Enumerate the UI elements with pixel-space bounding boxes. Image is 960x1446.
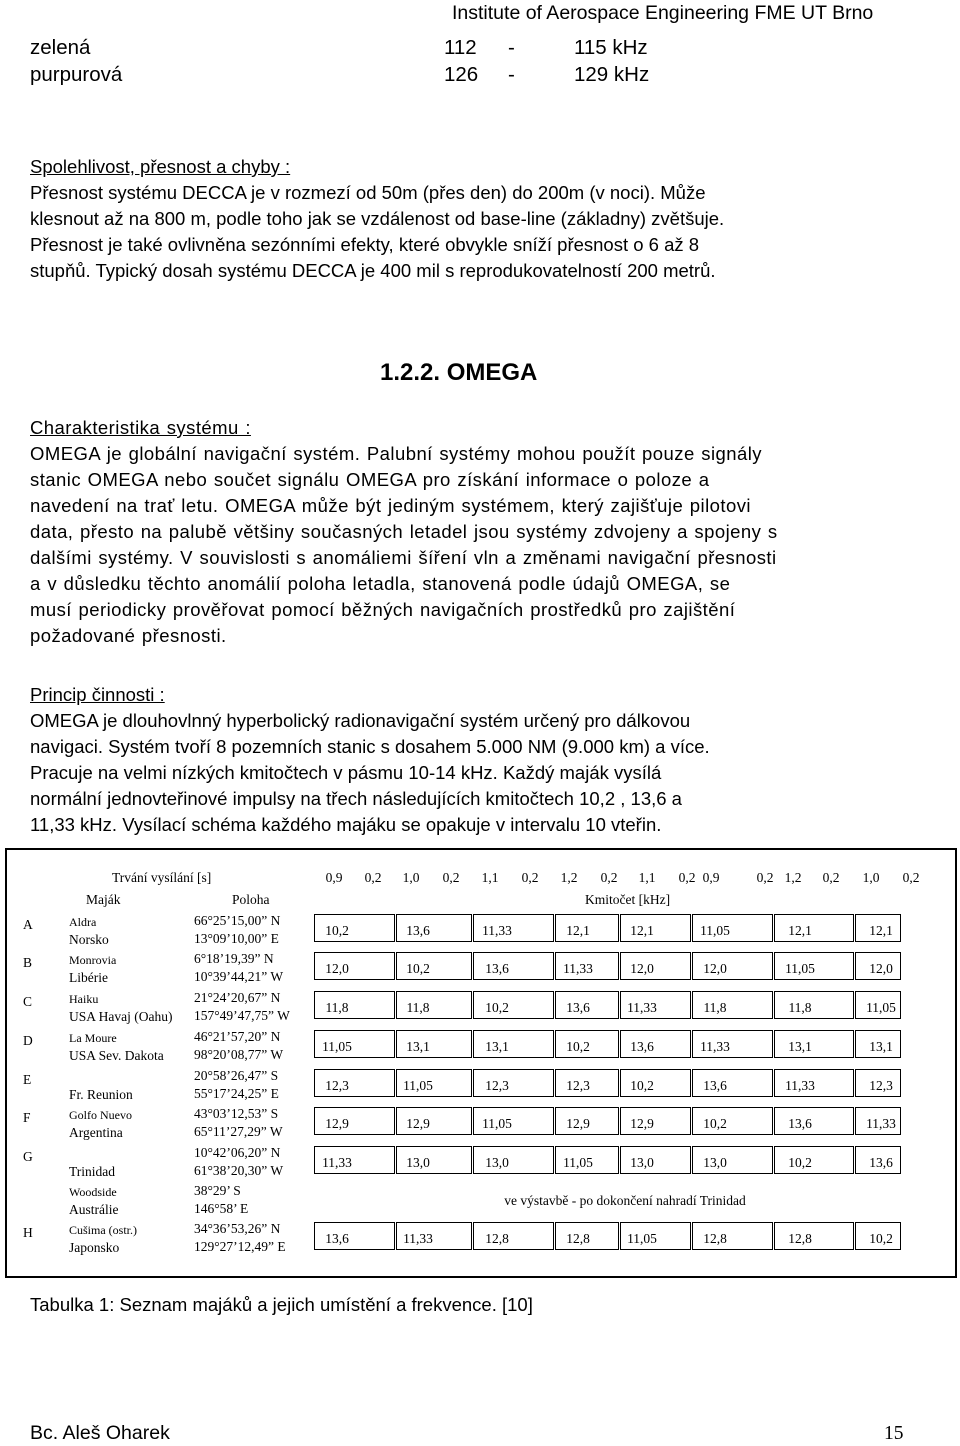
frequency-cell — [774, 991, 854, 1019]
frequency-value: 13,0 — [406, 1155, 430, 1170]
frequency-value: 12,0 — [869, 961, 893, 976]
paragraph-line: data, přesto na palubě většiny současných letadel jsou systémy zdvojeny a spojeny s — [30, 521, 778, 542]
position-lat: 21°24’20,67” N — [194, 990, 281, 1005]
frequency-value: 12,0 — [325, 961, 349, 976]
frequency-value: 13,1 — [788, 1039, 812, 1054]
frequency-value: 11,05 — [322, 1039, 352, 1054]
frequency-value: 13,6 — [630, 1039, 654, 1054]
beacon-country: Trinidad — [69, 1164, 116, 1179]
beacon-id: C — [23, 994, 33, 1009]
frequency-to: 129 kHz — [574, 63, 650, 86]
frequency-value: 12,3 — [566, 1078, 590, 1093]
frequency-value: 12,9 — [630, 1116, 654, 1131]
beacon-name: Monrovia — [69, 953, 117, 967]
frequency-value: 11,05 — [563, 1155, 593, 1170]
paragraph-line: Přesnost systému DECCA je v rozmezí od 50m (přes den) do 200m (v noci). Může — [30, 182, 706, 203]
frequency-value: 13,6 — [703, 1078, 727, 1093]
frequency-value: 13,0 — [485, 1155, 509, 1170]
frequency-value: 11,8 — [406, 1000, 430, 1015]
reliability-heading: Spolehlivost, přesnost a chyby : — [30, 156, 291, 177]
beacon-id: H — [23, 1225, 33, 1240]
position-lon: 157°49’47,75” W — [194, 1008, 290, 1023]
paragraph-line: Přesnost je také ovlivněna sezónními efekty, které obvykle sníží přesnost o 6 až 8 — [30, 234, 700, 255]
beacon-id: A — [23, 917, 33, 932]
frequency-value: 13,6 — [869, 1155, 893, 1170]
beacon-country: Japonsko — [69, 1240, 120, 1255]
paragraph-line: dalšími systémy. V souvislosti s anomáliemi šíření vln a změnami navigační přesnosti — [30, 547, 777, 568]
frequency-value: 10,2 — [630, 1078, 654, 1093]
frequency-cell — [774, 1146, 854, 1174]
frequency-color: purpurová — [30, 63, 123, 86]
position-lon: 61°38’20,30” W — [194, 1163, 284, 1178]
position-lon: 55°17’24,25” E — [194, 1086, 279, 1101]
position-lat: 66°25’15,00” N — [194, 913, 281, 928]
characteristics-section — [30, 415, 942, 649]
table-caption: Tabulka 1: Seznam majáků a jejich umístění a frekvence. [10] — [30, 1294, 533, 1315]
paragraph-line: požadované přesnosti. — [30, 625, 227, 646]
footer-author: Bc. Aleš Oharek — [30, 1422, 170, 1444]
duration-value: 0,2 — [521, 870, 539, 885]
frequency-value: 13,6 — [406, 923, 430, 938]
frequency-value: 12,1 — [788, 923, 812, 938]
position-lat: 46°21’57,20” N — [194, 1029, 281, 1044]
frequency-cell — [774, 1222, 854, 1250]
frequency-dash: - — [508, 36, 515, 59]
position-lat: 38°29’ S — [194, 1183, 241, 1198]
beacon-name: Golfo Nuevo — [69, 1108, 132, 1122]
paragraph-line: normální jednovteřinové impulsy na třech následujících kmitočtech 10,2 , 13,6 a — [30, 788, 682, 809]
position-lon: 98°20’08,77” W — [194, 1047, 284, 1062]
frequency-value: 11,05 — [482, 1116, 512, 1131]
frequency-value: 12,8 — [703, 1231, 727, 1246]
frequency-value: 11,33 — [563, 961, 593, 976]
frequency-value: 10,2 — [485, 1000, 509, 1015]
frequency-value: 11,33 — [785, 1078, 815, 1093]
frequency-cell — [774, 914, 854, 942]
duration-value: 1,0 — [402, 870, 420, 885]
duration-value: 0,2 — [600, 870, 618, 885]
frequency-row — [30, 36, 649, 63]
frequency-value: 11,05 — [627, 1231, 657, 1246]
frequency-value: 11,33 — [482, 923, 512, 938]
frequency-value: 12,9 — [406, 1116, 430, 1131]
beacon-name: Woodside — [69, 1185, 117, 1199]
beacon-id: E — [23, 1072, 32, 1087]
duration-value: 1,2 — [560, 870, 578, 885]
frequency-dash: - — [508, 63, 515, 86]
frequency-header: Kmitočet [kHz] — [585, 892, 671, 907]
frequency-table — [30, 36, 649, 90]
duration-value: 0,2 — [822, 870, 840, 885]
position-lat: 20°58’26,47” S — [194, 1068, 279, 1083]
principle-section — [30, 682, 942, 838]
paragraph-line: stanic OMEGA nebo součet signálu OMEGA pro získání informace o poloze a — [30, 469, 710, 490]
frequency-value: 10,2 — [566, 1039, 590, 1054]
duration-value: 0,2 — [756, 870, 774, 885]
frequency-value: 11,05 — [700, 923, 730, 938]
frequency-value: 11,33 — [866, 1116, 896, 1131]
position-header: Poloha — [232, 892, 270, 907]
duration-value: 0,2 — [364, 870, 382, 885]
paragraph-line: navigaci. Systém tvoří 8 pozemních stanic s dosahem 5.000 NM (9.000 km) a více. — [30, 736, 710, 757]
beacon-id: G — [23, 1149, 33, 1164]
duration-value: 1,0 — [862, 870, 880, 885]
beacon-country: Fr. Reunion — [69, 1087, 133, 1102]
frequency-value: 12,1 — [630, 923, 654, 938]
frequency-value: 11,8 — [703, 1000, 727, 1015]
position-lat: 6°18’19,39” N — [194, 951, 274, 966]
beacon-id: D — [23, 1033, 33, 1048]
frequency-value: 13,6 — [788, 1116, 812, 1131]
duration-value: 1,2 — [784, 870, 802, 885]
frequency-value: 10,2 — [406, 961, 430, 976]
beacon-country: Libérie — [69, 970, 108, 985]
frequency-value: 10,2 — [325, 923, 349, 938]
frequency-value: 12,3 — [869, 1078, 893, 1093]
duration-value: 0,2 — [442, 870, 460, 885]
beacon-name: Haiku — [69, 992, 99, 1006]
reliability-section — [30, 154, 942, 284]
paragraph-line: navedení na trať letu. OMEGA může být jediným systémem, který zajišťuje pilotovi — [30, 495, 751, 516]
frequency-value: 12,1 — [869, 923, 893, 938]
frequency-value: 13,0 — [703, 1155, 727, 1170]
frequency-value: 13,6 — [485, 961, 509, 976]
beacon-id: B — [23, 955, 33, 970]
frequency-value: 12,0 — [703, 961, 727, 976]
beacon-country: Argentina — [69, 1125, 123, 1140]
frequency-value: 11,33 — [322, 1155, 352, 1170]
beacon-country: USA Sev. Dakota — [69, 1048, 164, 1063]
frequency-value: 11,8 — [325, 1000, 349, 1015]
frequency-value: 10,2 — [869, 1231, 893, 1246]
duration-value: 1,1 — [481, 870, 499, 885]
frequency-value: 11,05 — [403, 1078, 433, 1093]
frequency-from: 112 — [444, 36, 477, 59]
frequency-cell — [774, 1107, 854, 1135]
frequency-value: 12,1 — [566, 923, 590, 938]
frequency-to: 115 kHz — [574, 36, 648, 59]
paragraph-line: OMEGA je dlouhovlnný hyperbolický radionavigační systém určený pro dálkovou — [30, 710, 691, 731]
frequency-value: 12,8 — [566, 1231, 590, 1246]
duration-value: 1,1 — [638, 870, 656, 885]
paragraph-line: 11,33 kHz. Vysílací schéma každého majáku se opakuje v intervalu 10 vteřin. — [30, 814, 662, 835]
frequency-value: 12,9 — [566, 1116, 590, 1131]
beacon-country: Austrálie — [69, 1202, 119, 1217]
frequency-value: 13,6 — [566, 1000, 590, 1015]
position-lon: 129°27’12,49” E — [194, 1239, 286, 1254]
beacon-country: USA Havaj (Oahu) — [69, 1009, 173, 1024]
paragraph-line: musí periodicky prověřovat pomocí běžných navigačních prostředků pro zajištění — [30, 599, 736, 620]
frequency-value: 12,3 — [325, 1078, 349, 1093]
frequency-value: 11,33 — [700, 1039, 730, 1054]
omega-title: 1.2.2. OMEGA — [380, 359, 538, 386]
beacon-header: Maják — [86, 892, 121, 907]
beacon-name: Aldra — [69, 915, 97, 929]
frequency-value: 12,8 — [485, 1231, 509, 1246]
frequency-value: 11,8 — [788, 1000, 812, 1015]
paragraph-line: OMEGA je globální navigační systém. Palubní systémy mohou použít pouze signály — [30, 443, 763, 464]
frequency-value: 13,1 — [485, 1039, 509, 1054]
position-lat: 10°42’06,20” N — [194, 1145, 281, 1160]
frequency-value: 10,2 — [788, 1155, 812, 1170]
frequency-value: 12,9 — [325, 1116, 349, 1131]
beacon-table — [5, 848, 957, 1278]
frequency-value: 13,1 — [869, 1039, 893, 1054]
paragraph-line: stupňů. Typický dosah systému DECCA je 400 mil s reprodukovatelností 200 metrů. — [30, 260, 716, 281]
duration-value: 0,2 — [902, 870, 920, 885]
duration-label: Trvání vysílání [s] — [112, 870, 212, 885]
duration-value: 0,9 — [325, 870, 343, 885]
frequency-value: 12,3 — [485, 1078, 509, 1093]
frequency-cell — [774, 1030, 854, 1058]
principle-heading: Princip činnosti : — [30, 684, 165, 705]
page-header: Institute of Aerospace Engineering FME UT Brno — [452, 2, 874, 24]
frequency-value: 12,0 — [630, 961, 654, 976]
paragraph-line: Pracuje na velmi nízkých kmitočtech v pásmu 10-14 kHz. Každý maják vysílá — [30, 762, 662, 783]
characteristics-heading: Charakteristika systému : — [30, 417, 251, 438]
frequency-color: zelená — [30, 36, 91, 59]
position-lon: 10°39’44,21” W — [194, 969, 284, 984]
position-lon: 13°09’10,00” E — [194, 931, 279, 946]
paragraph-line: klesnout až na 800 m, podle toho jak se vzdálenost od base-line (základny) zvětšuje. — [30, 208, 725, 229]
duration-value: 0,2 — [678, 870, 696, 885]
frequency-value: 11,33 — [627, 1000, 657, 1015]
position-lon: 146°58’ E — [194, 1201, 249, 1216]
frequency-value: 10,2 — [703, 1116, 727, 1131]
paragraph-line: a v důsledku těchto anomálií poloha letadla, stanovená podle údajů OMEGA, se — [30, 573, 731, 594]
frequency-from: 126 — [444, 63, 479, 86]
duration-value: 0,9 — [702, 870, 720, 885]
position-lat: 34°36’53,26” N — [194, 1221, 281, 1236]
beacon-name: La Moure — [69, 1031, 117, 1045]
page-number: 15 — [884, 1423, 904, 1444]
frequency-row — [30, 63, 649, 90]
frequency-value: 11,05 — [785, 961, 815, 976]
frequency-value: 13,0 — [630, 1155, 654, 1170]
frequency-value: 13,6 — [325, 1231, 349, 1246]
beacon-name: Cušima (ostr.) — [69, 1223, 137, 1237]
beacon-country: Norsko — [69, 932, 109, 947]
position-lat: 43°03’12,53” S — [194, 1106, 279, 1121]
beacon-id: F — [23, 1110, 31, 1125]
construction-note: ve výstavbě - po dokončení nahradí Trinidad — [504, 1193, 746, 1208]
frequency-value: 12,8 — [788, 1231, 812, 1246]
frequency-value: 11,05 — [866, 1000, 896, 1015]
frequency-value: 13,1 — [406, 1039, 430, 1054]
frequency-value: 11,33 — [403, 1231, 433, 1246]
position-lon: 65°11’27,29” W — [194, 1124, 283, 1139]
